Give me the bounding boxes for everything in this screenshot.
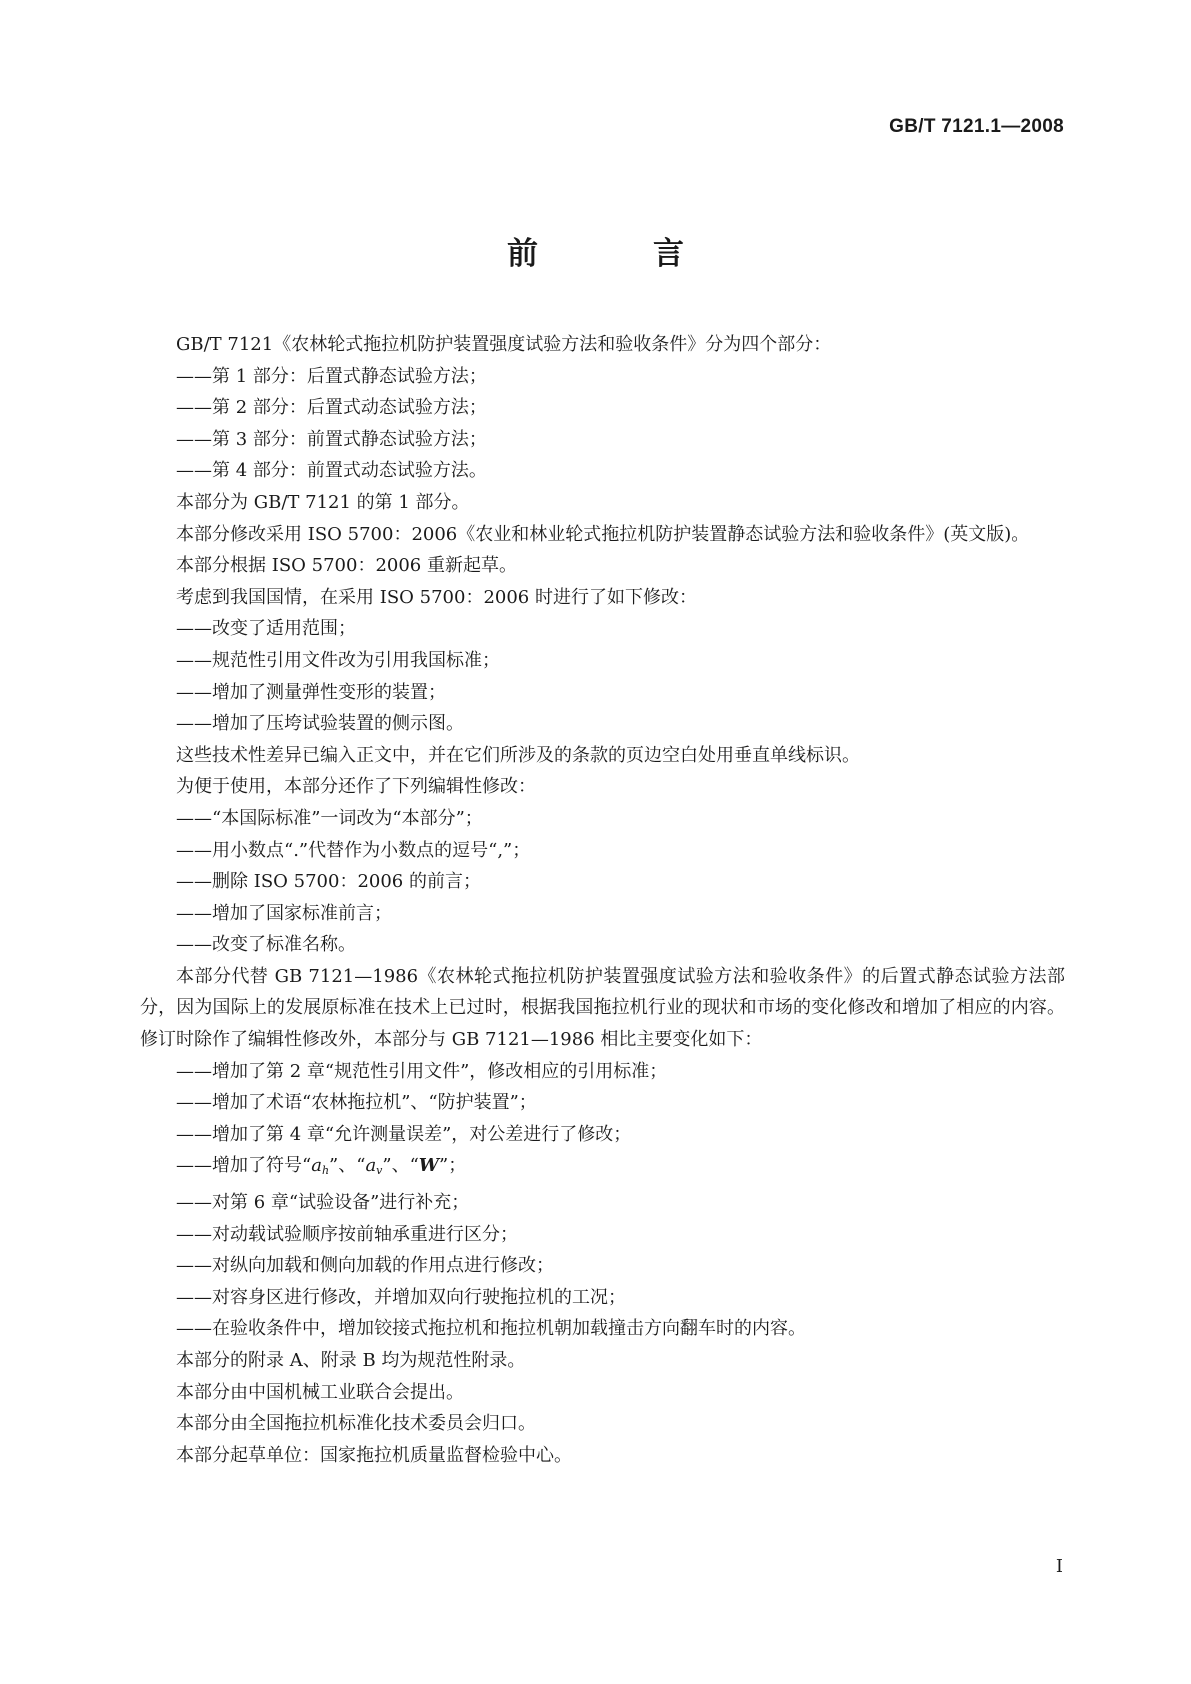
list-item: ——增加了术语“农林拖拉机”、“防护装置”；	[176, 1092, 537, 1114]
list-item: ——增加了符号“$a_h$”、“$a_v$”、“W”；	[176, 1155, 467, 1178]
paragraph: 本部分由中国机械工业联合会提出。	[176, 1381, 464, 1403]
list-item: ——对容身区进行修改，并增加双向行驶拖拉机的工况；	[176, 1286, 626, 1308]
list-item: ——“本国际标准”一词改为“本部分”；	[176, 807, 483, 829]
list-item: ——用小数点“.”代替作为小数点的逗号“,”；	[176, 839, 531, 861]
list-item: ——第 2 部分：后置式动态试验方法；	[176, 397, 487, 419]
paragraph: 本部分修改采用 ISO 5700：2006《农业和林业轮式拖拉机防护装置静态试验方法和验收条件》(英文版)。	[176, 523, 1030, 545]
page-title: 前 言	[507, 236, 726, 272]
list-item: ——第 4 部分：前置式动态试验方法。	[176, 460, 487, 482]
list-item: ——对动载试验顺序按前轴承重进行区分；	[176, 1223, 518, 1245]
paragraph: 为便于使用，本部分还作了下列编辑性修改：	[176, 776, 536, 798]
list-item: ——规范性引用文件改为引用我国标准；	[176, 649, 500, 671]
paragraph: GB/T 7121《农林轮式拖拉机防护装置强度试验方法和验收条件》分为四个部分：	[176, 334, 832, 355]
list-item: ——改变了标准名称。	[176, 934, 356, 956]
paragraph: 本部分根据 ISO 5700：2006 重新起草。	[176, 555, 517, 577]
list-item: ——对纵向加载和侧向加载的作用点进行修改；	[176, 1255, 554, 1277]
list-item: ——第 3 部分：前置式静态试验方法；	[176, 428, 487, 450]
list-item: ——增加了第 2 章“规范性引用文件”，修改相应的引用标准；	[176, 1060, 668, 1082]
list-item: ——在验收条件中，增加铰接式拖拉机和拖拉机朝加载撞击方向翻车时的内容。	[176, 1318, 806, 1340]
foreword-body	[140, 329, 1065, 1471]
paragraph: 考虑到我国国情，在采用 ISO 5700：2006 时进行了如下修改：	[176, 586, 697, 608]
list-item: ——增加了测量弹性变形的装置；	[176, 681, 446, 703]
paragraph: 本部分起草单位：国家拖拉机质量监督检验中心。	[176, 1444, 572, 1466]
page-number: I	[1055, 1556, 1063, 1577]
standard-number: GB/T 7121.1—2008	[889, 116, 1064, 137]
list-item: ——改变了适用范围；	[176, 618, 356, 640]
paragraph: 这些技术性差异已编入正文中，并在它们所涉及的条款的页边空白处用垂直单线标识。	[176, 744, 860, 766]
list-item: ——增加了第 4 章“允许测量误差”，对公差进行了修改；	[176, 1123, 632, 1145]
list-item: ——第 1 部分：后置式静态试验方法；	[176, 365, 487, 387]
paragraph: 本部分为 GB/T 7121 的第 1 部分。	[176, 491, 470, 513]
list-item: ——增加了国家标准前言；	[176, 902, 392, 924]
paragraph: 本部分由全国拖拉机标准化技术委员会归口。	[176, 1413, 536, 1435]
list-item: ——增加了压垮试验装置的侧示图。	[176, 713, 464, 735]
list-item: ——对第 6 章“试验设备”进行补充；	[176, 1192, 470, 1214]
paragraph: 本部分的附录 A、附录 B 均为规范性附录。	[176, 1350, 526, 1371]
list-item: ——删除 ISO 5700：2006 的前言；	[176, 871, 481, 893]
paragraph: 本部分代替 GB 7121—1986《农林轮式拖拉机防护装置强度试验方法和验收条件》的后置式静态试验方法部分，因为国际上的发展原标准在技术上已过时，根据我国拖拉机行业的现状和市场的变化修改和增加了相应的内容。修订时除作了编辑性修改外，本部分与 GB 7121—1986 相比主要变化如下：	[140, 965, 1065, 1051]
